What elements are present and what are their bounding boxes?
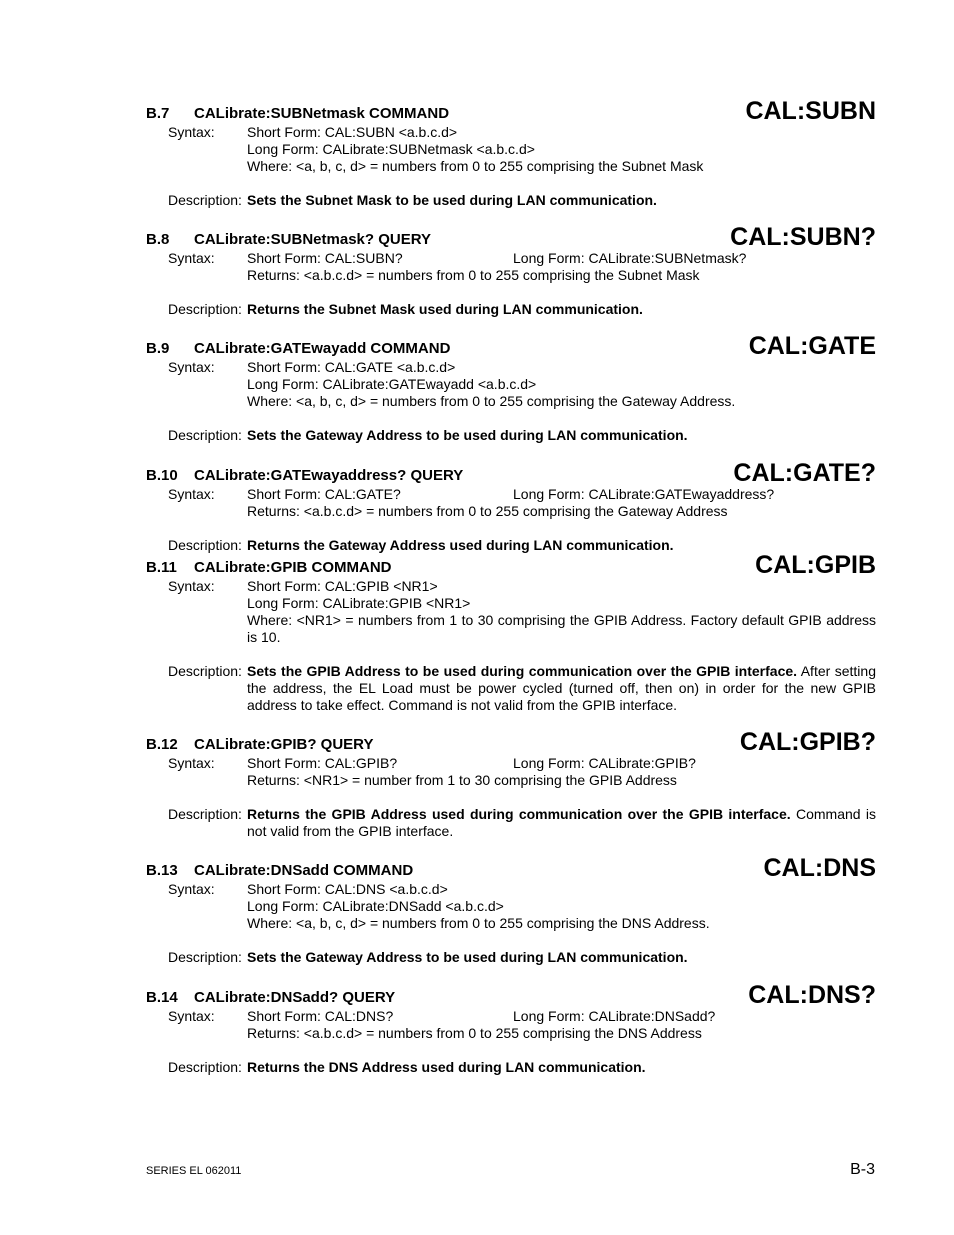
- section-b13: [146, 854, 876, 966]
- syntax-label: Syntax:: [168, 250, 215, 266]
- short-form: Short Form: CAL:DNS?: [247, 1008, 394, 1024]
- returns-clause: Returns: <a.b.c.d> = numbers from 0 to 255 comprising the DNS Address: [247, 1025, 702, 1041]
- long-form: Long Form: CALibrate:DNSadd?: [513, 1008, 716, 1024]
- long-form: Long Form: CALibrate:GPIB?: [513, 755, 696, 771]
- description-block: [168, 949, 876, 966]
- description-text: Command is not valid from the GPIB interface.: [247, 806, 877, 839]
- section-title: CALibrate:DNSadd COMMAND: [194, 862, 414, 879]
- long-form: Long Form: CALibrate:GATEwayadd <a.b.c.d>: [247, 376, 537, 392]
- description-block: [168, 663, 876, 714]
- description-bold: Returns the Subnet Mask used during LAN communication.: [247, 301, 643, 317]
- section-b11: [146, 551, 876, 714]
- syntax-label: Syntax:: [168, 486, 215, 502]
- section-b12: [146, 728, 877, 840]
- syntax-block: [168, 124, 876, 175]
- section-heading: [146, 459, 876, 487]
- section-number: B.9: [146, 340, 170, 357]
- syntax-block: [168, 755, 876, 789]
- syntax-label: Syntax:: [168, 124, 215, 140]
- description-label: Description:: [168, 301, 242, 317]
- section-title: CALibrate:SUBNetmask? QUERY: [194, 231, 431, 248]
- description-block: [168, 806, 876, 840]
- syntax-label: Syntax:: [168, 755, 215, 771]
- command-mnemonic: CAL:SUBN: [745, 97, 876, 125]
- returns-clause: Returns: <a.b.c.d> = numbers from 0 to 255 comprising the Gateway Address: [247, 503, 728, 519]
- description-block: [168, 1059, 876, 1076]
- section-title: CALibrate:DNSadd? QUERY: [194, 989, 396, 1006]
- syntax-block: [168, 486, 876, 520]
- long-form: Long Form: CALibrate:SUBNetmask <a.b.c.d>: [247, 141, 535, 157]
- short-form: Short Form: CAL:GATE <a.b.c.d>: [247, 359, 456, 375]
- syntax-label: Syntax:: [168, 881, 215, 897]
- description-bold: Returns the GPIB Address used during communication over the GPIB interface.: [247, 806, 791, 822]
- description-bold: Sets the Gateway Address to be used during LAN communication.: [247, 427, 688, 443]
- description-bold: Sets the Gateway Address to be used during LAN communication.: [247, 949, 688, 965]
- section-title: CALibrate:GATEwayadd COMMAND: [194, 340, 451, 357]
- footer-series: SERIES EL 062011: [146, 1165, 242, 1177]
- description-text: After setting the address, the EL Load must be power cycled (turned off, then on) in order for the new GPIB address to take effect. Command is not valid from the GPIB interface.: [247, 663, 876, 713]
- description-block: [168, 301, 876, 318]
- where-clause: Where: <a, b, c, d> = numbers from 0 to 255 comprising the DNS Address.: [247, 915, 710, 931]
- where-clause: Where: <a, b, c, d> = numbers from 0 to 255 comprising the Gateway Address.: [247, 393, 736, 409]
- section-number: B.11: [146, 559, 177, 576]
- description-bold: Sets the Subnet Mask to be used during LAN communication.: [247, 192, 657, 208]
- short-form: Short Form: CAL:DNS <a.b.c.d>: [247, 881, 448, 897]
- syntax-block: [168, 250, 876, 284]
- syntax-label: Syntax:: [168, 1008, 215, 1024]
- section-heading: [146, 728, 876, 756]
- description-block: [168, 192, 876, 209]
- section-heading: [146, 854, 876, 882]
- short-form: Short Form: CAL:GPIB?: [247, 755, 398, 771]
- section-number: B.12: [146, 736, 178, 753]
- syntax-block: [168, 359, 876, 410]
- syntax-block: [168, 578, 876, 646]
- where-clause: Where: <a, b, c, d> = numbers from 0 to 255 comprising the Subnet Mask: [247, 158, 704, 174]
- short-form: Short Form: CAL:SUBN?: [247, 250, 403, 266]
- short-form: Short Form: CAL:SUBN <a.b.c.d>: [247, 124, 458, 140]
- long-form: Long Form: CALibrate:SUBNetmask?: [513, 250, 747, 266]
- section-title: CALibrate:GATEwayaddress? QUERY: [194, 467, 464, 484]
- description-block: [168, 427, 876, 444]
- section-title: CALibrate:GPIB? QUERY: [194, 736, 374, 753]
- description-label: Description:: [168, 1059, 242, 1075]
- description-label: Description:: [168, 192, 242, 208]
- description-label: Description:: [168, 806, 242, 822]
- syntax-block: [168, 881, 876, 932]
- section-b7: [146, 97, 876, 209]
- section-b14: [146, 981, 876, 1076]
- short-form: Short Form: CAL:GPIB <NR1>: [247, 578, 438, 594]
- command-mnemonic: CAL:SUBN?: [730, 223, 876, 251]
- section-heading: [146, 332, 876, 360]
- page-number: B-3: [850, 1161, 875, 1178]
- description-bold: Sets the GPIB Address to be used during communication over the GPIB interface.: [247, 663, 798, 679]
- section-heading: [146, 551, 876, 579]
- description-label: Description:: [168, 537, 242, 553]
- description-bold: Returns the DNS Address used during LAN communication.: [247, 1059, 646, 1075]
- section-number: B.13: [146, 862, 178, 879]
- section-title: CALibrate:GPIB COMMAND: [194, 559, 392, 576]
- command-mnemonic: CAL:GPIB: [755, 551, 876, 579]
- long-form: Long Form: CALibrate:DNSadd <a.b.c.d>: [247, 898, 504, 914]
- section-b9: [146, 332, 876, 444]
- section-number: B.8: [146, 231, 170, 248]
- syntax-label: Syntax:: [168, 359, 215, 375]
- command-mnemonic: CAL:GATE?: [733, 459, 876, 487]
- command-mnemonic: CAL:DNS?: [748, 981, 876, 1009]
- syntax-block: [168, 1008, 876, 1042]
- section-heading: [146, 97, 876, 125]
- where-clause: Where: <NR1> = numbers from 1 to 30 comprising the GPIB Address. Factory default GPIB address is 10.: [247, 612, 876, 645]
- returns-clause: Returns: <NR1> = number from 1 to 30 comprising the GPIB Address: [247, 772, 677, 788]
- section-title: CALibrate:SUBNetmask COMMAND: [194, 105, 450, 122]
- section-heading: [146, 981, 876, 1009]
- command-mnemonic: CAL:GPIB?: [739, 728, 876, 756]
- long-form: Long Form: CALibrate:GPIB <NR1>: [247, 595, 471, 611]
- command-mnemonic: CAL:GATE: [748, 332, 876, 360]
- description-label: Description:: [168, 663, 242, 679]
- section-b8: [146, 223, 876, 318]
- section-number: B.7: [146, 105, 170, 122]
- description-label: Description:: [168, 427, 242, 443]
- returns-clause: Returns: <a.b.c.d> = numbers from 0 to 255 comprising the Subnet Mask: [247, 267, 700, 283]
- section-number: B.14: [146, 989, 178, 1006]
- command-mnemonic: CAL:DNS: [763, 854, 876, 882]
- description-label: Description:: [168, 949, 242, 965]
- section-heading: [146, 223, 876, 251]
- description-bold: Returns the Gateway Address used during LAN communication.: [247, 537, 674, 553]
- short-form: Short Form: CAL:GATE?: [247, 486, 401, 502]
- section-b10: [146, 459, 876, 554]
- long-form: Long Form: CALibrate:GATEwayaddress?: [513, 486, 775, 502]
- syntax-label: Syntax:: [168, 578, 215, 594]
- section-number: B.10: [146, 467, 178, 484]
